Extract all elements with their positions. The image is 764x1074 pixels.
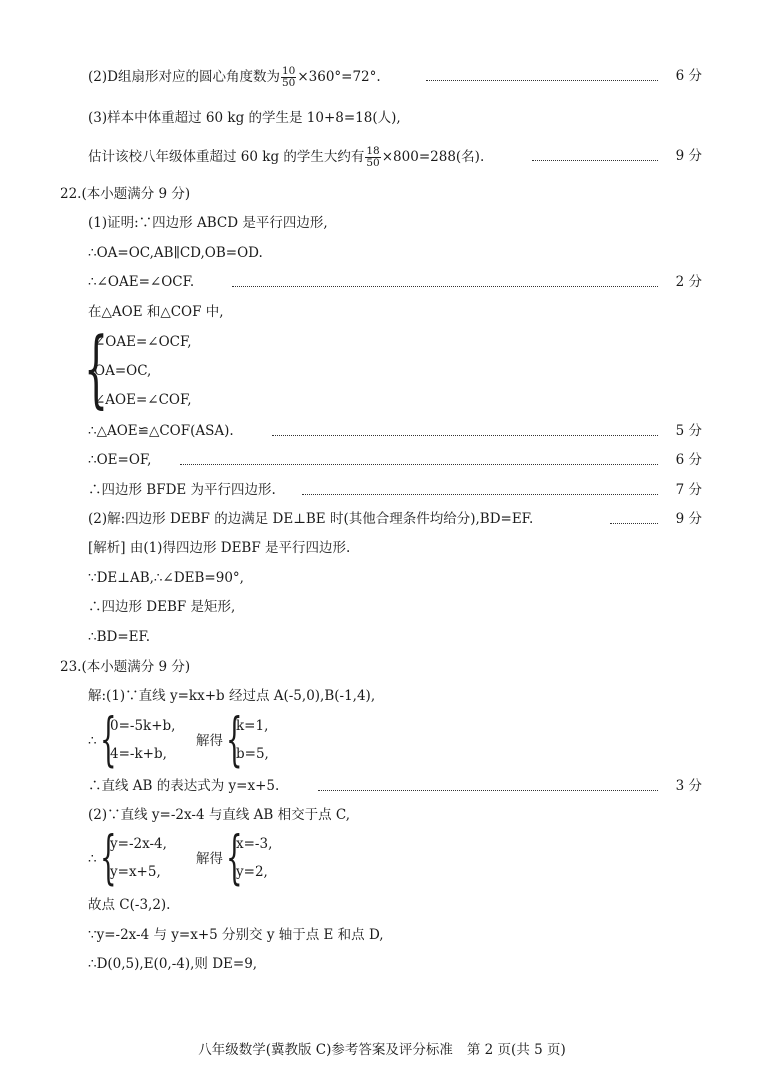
q23-line: ∴D(0,5),E(0,-4),则 DE=9, — [88, 956, 258, 972]
q23-system-line: 0=-5k+b, — [110, 718, 176, 734]
q22-line: (1)证明:∵四边形 ABCD 是平行四边形, — [88, 215, 328, 231]
q23-solution-line: y=2, — [236, 864, 268, 880]
q21-part3-suffix: ×800=288(名). — [381, 149, 485, 165]
left-brace: { — [100, 705, 117, 773]
q22-analysis: [解析] 由(1)得四边形 DEBF 是平行四边形. — [88, 540, 351, 556]
q23-system-line: 4=-k+b, — [110, 746, 167, 762]
q21-part3-line2 — [88, 145, 485, 169]
dotted-leader — [302, 494, 658, 495]
fraction-denominator: 50 — [281, 77, 296, 89]
left-brace: { — [226, 823, 243, 891]
dotted-leader — [180, 464, 658, 465]
q23-system-line: y=x+5, — [110, 864, 161, 880]
q22-line: ∴BD=EF. — [88, 629, 151, 645]
q21-part3-fraction — [365, 146, 380, 169]
q22-line: ∵DE⊥AB,∴∠DEB=90°, — [88, 570, 244, 586]
footer-title: 八年级数学(冀教版 C)参考答案及评分标准 — [198, 1042, 453, 1058]
q21-part2-prefix: (2)D组扇形对应的圆心角度数为 — [88, 69, 280, 85]
q22-system-line: OA=OC, — [94, 363, 152, 379]
q23-line: (2)∵直线 y=-2x-4 与直线 AB 相交于点 C, — [88, 807, 351, 823]
q21-part3-line1: (3)样本中体重超过 60 kg 的学生是 10+8=18(人), — [88, 110, 401, 126]
dotted-leader — [318, 790, 658, 791]
therefore-symbol: ∴ — [88, 851, 97, 867]
fraction-denominator: 50 — [366, 157, 380, 169]
q23-solution-line: k=1, — [236, 718, 269, 734]
therefore-symbol: ∴ — [88, 733, 97, 749]
left-brace: { — [226, 705, 243, 773]
q21-part2-suffix: ×360°=72°. — [297, 69, 381, 85]
score-label: 6 分 — [675, 452, 702, 468]
q23-line: ∵y=-2x-4 与 y=x+5 分别交 y 轴于点 E 和点 D, — [88, 927, 384, 943]
dotted-leader — [272, 435, 658, 436]
q22-line: ∴四边形 BFDE 为平行四边形. — [88, 482, 276, 498]
page-number: 第 2 页(共 5 页) — [466, 1042, 566, 1058]
fraction-numerator: 10 — [281, 65, 296, 77]
q23-system-line: y=-2x-4, — [110, 836, 167, 852]
q23-solution-line: b=5, — [236, 746, 269, 762]
q23-line: 故点 C(-3,2). — [88, 897, 171, 913]
q22-line: ∴四边形 DEBF 是矩形, — [88, 599, 236, 615]
dotted-leader — [610, 523, 658, 524]
q23-header: 23.(本小题满分 9 分) — [60, 659, 191, 675]
q22-line: ∴OA=OC,AB∥CD,OB=OD. — [88, 245, 263, 261]
dotted-leader — [232, 286, 658, 287]
q22-line: ∴OE=OF, — [88, 452, 152, 468]
score-label: 2 分 — [675, 274, 702, 290]
left-brace: { — [100, 823, 117, 891]
score-label: 5 分 — [675, 423, 702, 439]
q23-solution-line: x=-3, — [236, 836, 273, 852]
q22-line: ∴∠OAE=∠OCF. — [88, 274, 195, 290]
q22-line: 在△AOE 和△COF 中, — [88, 304, 224, 320]
q21-part3-prefix: 估计该校八年级体重超过 60 kg 的学生大约有 — [88, 149, 365, 165]
page-footer — [0, 1038, 764, 1058]
q22-header: 22.(本小题满分 9 分) — [60, 186, 191, 202]
score-label: 3 分 — [675, 778, 702, 794]
solve-label: 解得 — [196, 733, 223, 749]
score-label: 9 分 — [675, 511, 702, 527]
solve-label: 解得 — [196, 851, 223, 867]
q21-part2-line — [88, 65, 381, 89]
score-label: 6 分 — [675, 68, 702, 84]
q23-line: 解:(1)∵直线 y=kx+b 经过点 A(-5,0),B(-1,4), — [88, 688, 376, 704]
score-label: 7 分 — [675, 482, 702, 498]
q22-system-line: ∠OAE=∠OCF, — [94, 334, 192, 350]
fraction-numerator: 18 — [366, 145, 380, 157]
left-brace: { — [84, 319, 109, 417]
q22-line: (2)解:四边形 DEBF 的边满足 DE⊥BE 时(其他合理条件均给分),BD=EF. — [88, 511, 534, 527]
dotted-leader — [426, 80, 658, 81]
score-label: 9 分 — [675, 148, 702, 164]
q21-part2-fraction — [281, 66, 296, 89]
q23-line: ∴直线 AB 的表达式为 y=x+5. — [88, 778, 280, 794]
q22-system-line: ∠AOE=∠COF, — [94, 392, 192, 408]
q22-line: ∴△AOE≌△COF(ASA). — [88, 423, 234, 439]
dotted-leader — [532, 160, 658, 161]
